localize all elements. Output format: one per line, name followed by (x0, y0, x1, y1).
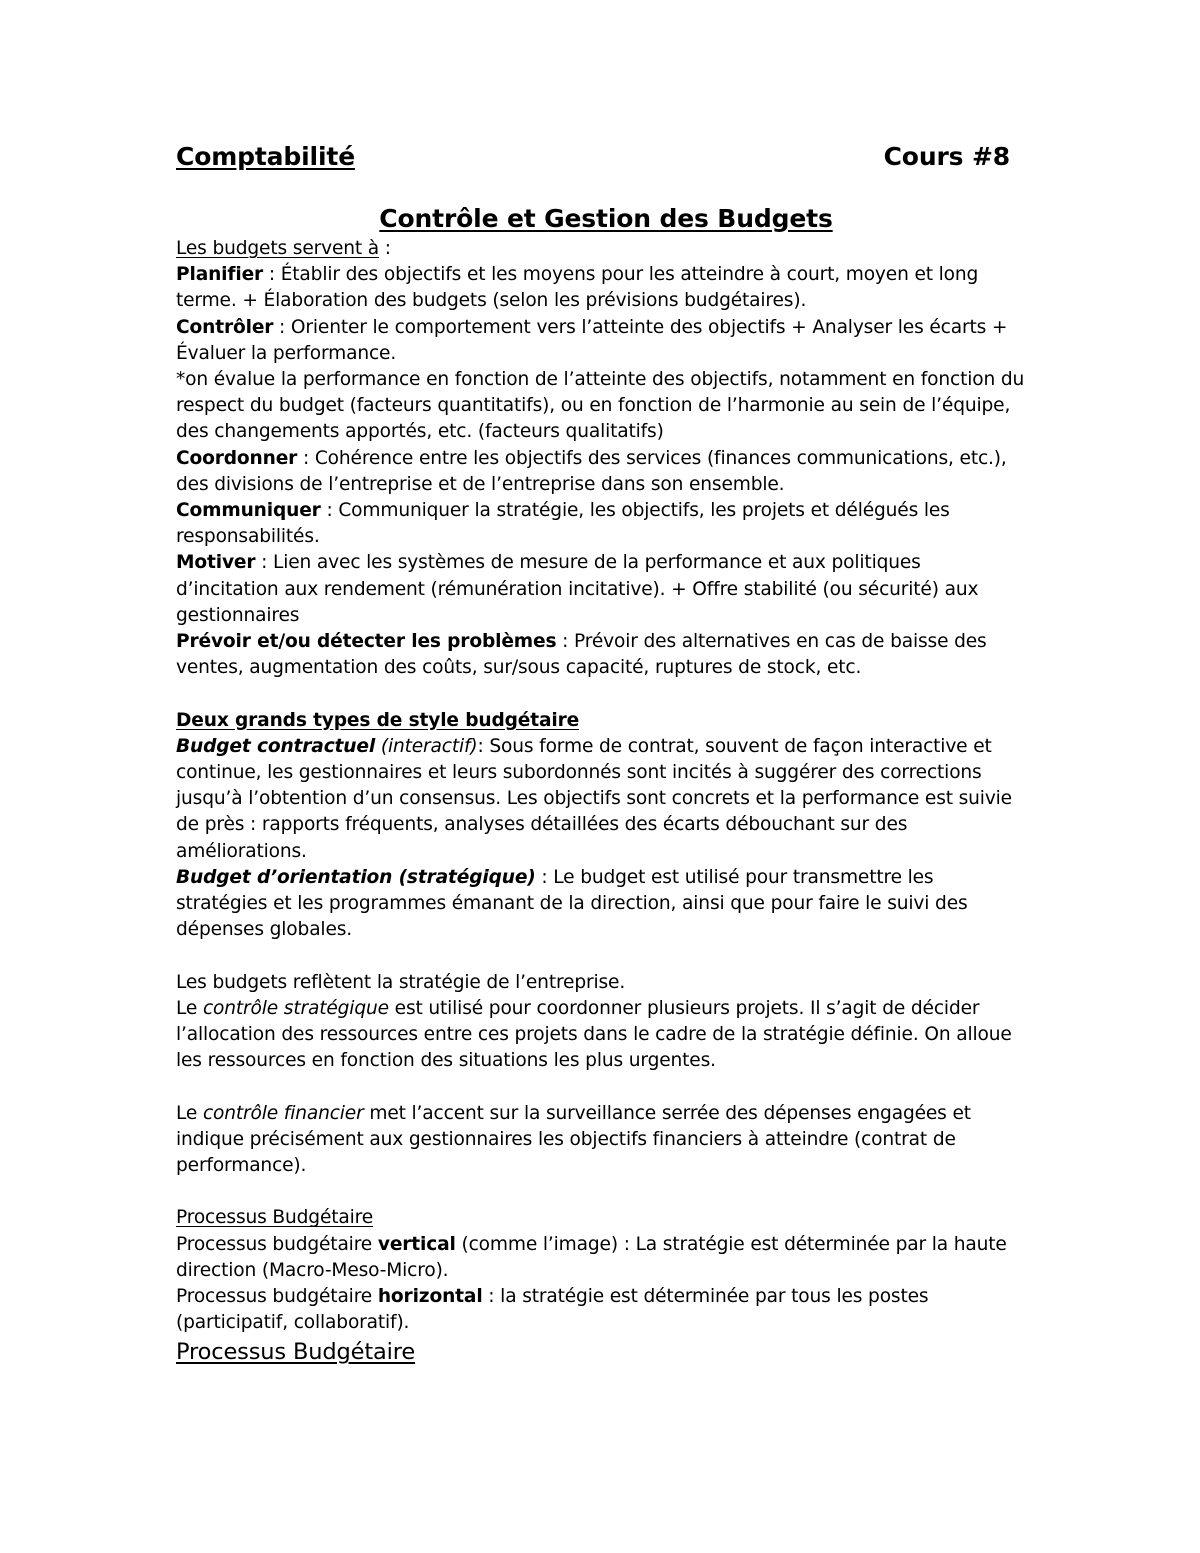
strategy-line: Les budgets reflètent la stratégie de l’entreprise. (176, 971, 626, 993)
process-horizontal (176, 1284, 1028, 1336)
spacer (176, 943, 1028, 969)
process-text: : la stratégie est déterminée par tous les postes (participatif, collaboratif). (176, 1286, 929, 1334)
role-coordonner (176, 446, 1028, 498)
document-body (176, 139, 1028, 1367)
role-planifier (176, 262, 1028, 314)
role-text: : Prévoir des alternatives en cas de baisse des ventes, augmentation des coûts, sur/sous capacité, ruptures de stock, etc. (176, 631, 987, 679)
budget-orientation (176, 865, 1028, 944)
financial-control-paragraph (176, 1101, 1028, 1180)
paragraph-text: met l’accent sur la surveillance serrée des dépenses engagées et indique précisément aux gestionnaires les objectifs financiers à atteindre (contrat de performance). (176, 1102, 971, 1177)
intro-text: Les budgets servent à (176, 238, 380, 259)
text-prefix: Processus budgétaire (176, 1233, 378, 1255)
role-text: : Lien avec les systèmes de mesure de la performance et aux politiques d’incitation aux rendement (rémunération incitative). + Offre stabilité (ou sécurité) aux gestionnaires (176, 552, 979, 626)
role-term: Prévoir et/ou détecter les problèmes (176, 631, 557, 653)
process-text: (comme l’image) : La stratégie est déterminée par la haute direction (Macro-Meso-Micro). (176, 1233, 1007, 1281)
role-term: Planifier (176, 264, 264, 286)
subject-title: Comptabilité (176, 142, 355, 171)
spacer (176, 1179, 1028, 1205)
process-term: horizontal (377, 1286, 483, 1308)
role-term: Coordonner (176, 447, 298, 469)
spacer (176, 681, 1028, 707)
budget-text: : Le budget est utilisé pour transmettre les stratégies et les programmes émanant de la direction, ainsi que pour faire le suivi des dépenses globales. (176, 866, 968, 941)
course-number: Cours #8 (883, 142, 1010, 171)
budget-contractuel (176, 734, 1028, 865)
strategic-control-paragraph (176, 996, 1028, 1075)
role-term: Motiver (176, 552, 256, 574)
budget-term: Budget contractuel (176, 735, 376, 757)
text-prefix: Processus budgétaire (176, 1286, 378, 1308)
process-heading: Processus Budgétaire (176, 1207, 374, 1229)
role-text: : Établir des objectifs et les moyens pour les atteindre à court, moyen et long terme. + Élaboration des budgets (selon les prévisions budgétaires). (176, 264, 979, 312)
budget-qualifier: (interactif) (375, 735, 478, 757)
role-note (176, 367, 1028, 446)
role-text: *on évalue la performance en fonction de l’atteinte des objectifs, notamment en fonction du respect du budget (facteurs quantitatifs), ou en fonction de l’harmonie au sein de l’équipe, des changements apportés, etc. (facteurs qualitatifs) (176, 369, 1025, 443)
role-text: : Cohérence entre les objectifs des services (finances communications, etc.), des divisions de l’entreprise et de l’entreprise dans son ensemble. (176, 447, 1007, 495)
process-big-heading: Processus Budgétaire (176, 1339, 416, 1366)
process-vertical (176, 1232, 1028, 1284)
text-prefix: Le (176, 1102, 203, 1124)
styles-heading: Deux grands types de style budgétaire (176, 709, 580, 731)
role-prevoir (176, 629, 1028, 681)
page-title: Contrôle et Gestion des Budgets (379, 204, 833, 233)
intro-line (176, 236, 1028, 262)
role-communiquer (176, 498, 1028, 550)
role-motiver (176, 550, 1028, 629)
intro-suffix: : (379, 238, 391, 259)
role-text: : Orienter le comportement vers l’atteinte des objectifs + Analyser les écarts + Évaluer la performance. (176, 316, 1008, 364)
role-text: : Communiquer la stratégie, les objectifs, les projets et délégués les responsabilités. (176, 500, 950, 548)
budget-text: : Sous forme de contrat, souvent de façon interactive et continue, les gestionnaires et leurs subordonnés sont incités à suggérer des corrections jusqu’à l’obtention d’un consensus. Les objectifs sont concrets et la performance est suivie de près : rapports fréquents, analyses détaillées des écarts débouchant sur des améliorations. (176, 735, 1012, 862)
paragraph-text: est utilisé pour coordonner plusieurs projets. Il s’agit de décider l’allocation des ressources entre ces projets dans le cadre de la stratégie définie. On alloue les ressources en fonction des situations les plus urgentes. (176, 997, 1012, 1072)
role-controler (176, 315, 1028, 367)
budget-term: Budget d’orientation (stratégique) (176, 866, 536, 888)
role-term: Communiquer (176, 500, 321, 522)
strategic-control-term: contrôle stratégique (202, 997, 389, 1019)
process-term: vertical (377, 1233, 456, 1255)
text-prefix: Le (176, 997, 203, 1019)
spacer (176, 1074, 1028, 1100)
role-term: Contrôler (176, 316, 274, 338)
financial-control-term: contrôle financier (202, 1102, 364, 1124)
document-header (176, 139, 1010, 175)
